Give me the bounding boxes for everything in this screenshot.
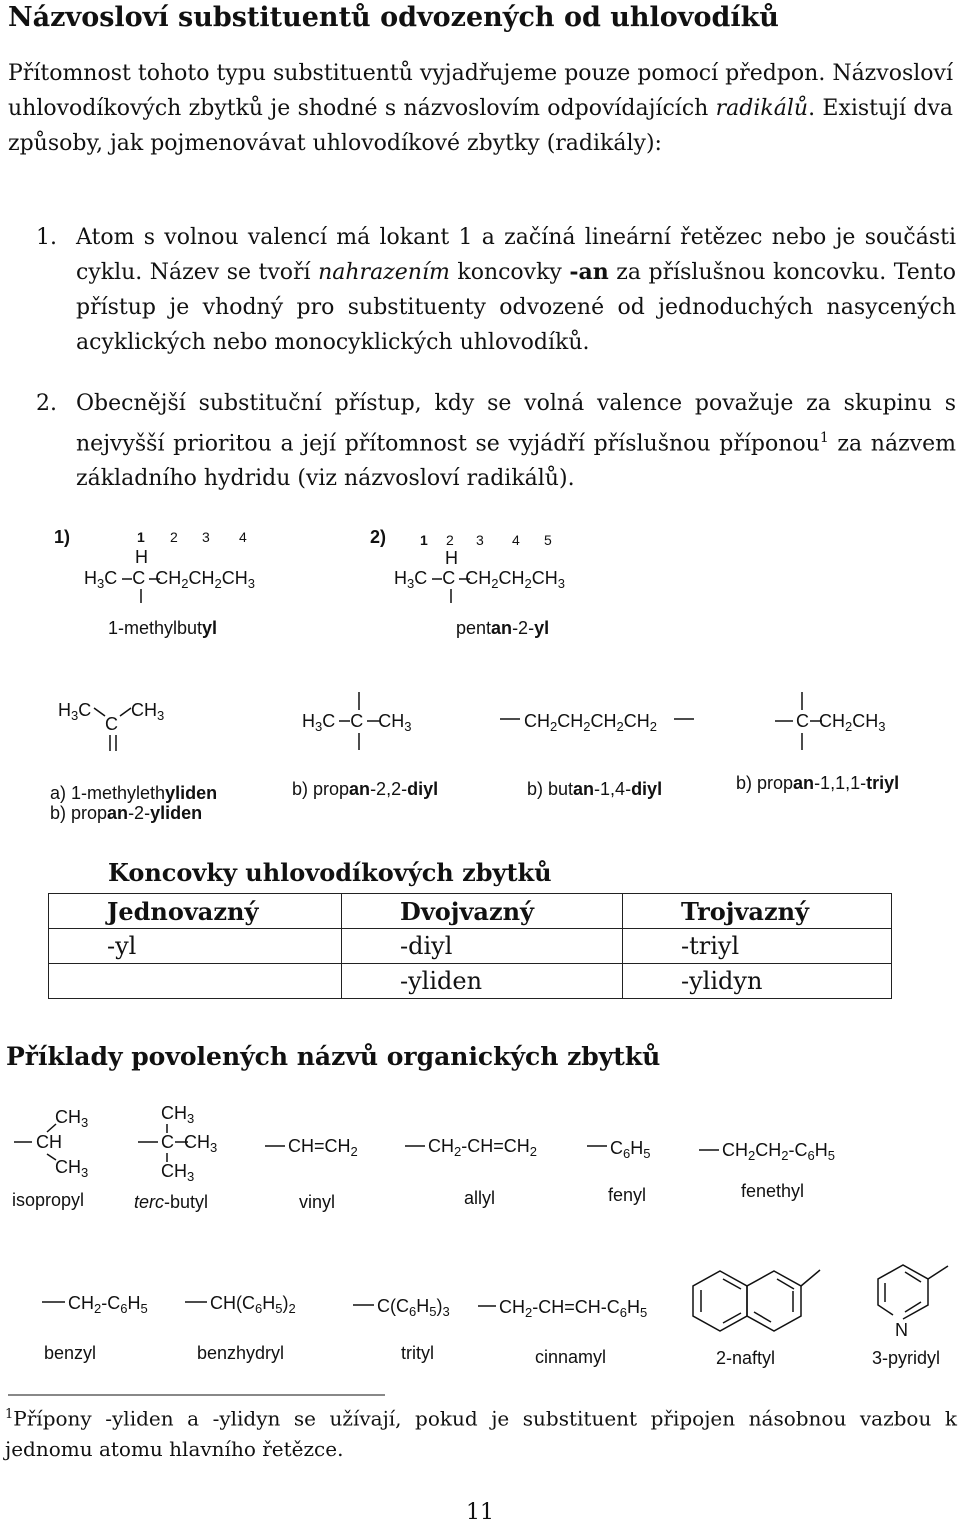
locant: 2: [446, 532, 454, 548]
pyridine-nitrogen: N: [895, 1320, 908, 1340]
name-methylethyliden: a) 1-methylethyliden: [50, 783, 218, 803]
name-3-pyridyl: 3-pyridyl: [872, 1348, 941, 1368]
name-butan-diyl: b) butan-1,4-diyl: [527, 779, 663, 799]
formula-vinyl: $CH=CH_2$: [288, 1136, 358, 1159]
formula-allyl: $CH_2-CH=CH_2$: [428, 1136, 537, 1159]
item-text: za názvem základního hydridu (viz názvosloví radikálů).: [76, 431, 956, 492]
formula-part: $H_3C$: [58, 700, 92, 723]
formula-part: $CH_3$: [161, 1103, 195, 1126]
locant: 3: [202, 529, 210, 545]
formula-propan-triyl: C $CH_2CH_3$: [796, 711, 886, 734]
formula-part: $CH_3$: [55, 1107, 89, 1130]
locant: 1: [420, 532, 428, 548]
name-cinnamyl: cinnamyl: [535, 1347, 607, 1367]
list-number: 1.: [36, 225, 57, 250]
formula-benzhydryl: $CH(C_6H_5)_2$: [210, 1293, 296, 1316]
page-title: Názvosloví substituentů odvozených od uhlovodíků: [8, 2, 779, 33]
example-2-label: 2): [370, 527, 387, 547]
formula-butan-diyl: $CH_2CH_2CH_2CH_2$: [524, 711, 657, 734]
locant: 3: [476, 532, 484, 548]
formula-part: $CH_3$: [161, 1161, 195, 1184]
formula-cinnamyl: $CH_2-CH=CH-C_6H_5$: [499, 1297, 648, 1320]
name-isopropyl: isopropyl: [12, 1190, 85, 1210]
table-cell: -triyl: [623, 929, 892, 964]
footnote-mark: 1: [5, 1407, 14, 1422]
table-header: Jednovazný: [49, 894, 342, 929]
name-trityl: trityl: [401, 1343, 434, 1363]
footnote-text: Přípony -yliden a -ylidyn se užívají, pokud je substituent připojen násobnou vazbou k jednomu atomu hlavního řetězce.: [5, 1406, 957, 1461]
example-1-name: 1-methylbutyl: [108, 618, 218, 638]
list-number: 2.: [36, 391, 57, 416]
table-header: Dvojvazný: [342, 894, 623, 929]
formula-part: C $CH_3$: [161, 1132, 218, 1155]
formula-1: $H_3C$ C $CH_2CH_2CH_3$: [84, 568, 255, 591]
formula-part: $CH_3$: [55, 1157, 89, 1180]
table-cell: -ylidyn: [623, 964, 892, 999]
table-cell: -diyl: [342, 929, 623, 964]
item-text: za příslušnou koncovku. Tento přístup je vhodný pro substituenty odvozené od jednoduchých nasycených acyklických nebo monocyklických uhlovodíků.: [76, 260, 956, 355]
formula-part: CH: [36, 1132, 62, 1152]
table-cell: -yl: [49, 929, 342, 964]
formula-part: C: [105, 714, 118, 734]
item-text: koncovky: [449, 260, 570, 285]
page-number: 11: [466, 1500, 494, 1525]
locant: 5: [544, 532, 552, 548]
intro-text-2: . Existují dva způsoby, jak pojmenovávat uhlovodíkové zbytky (radikály):: [8, 96, 953, 156]
formula-part: H: [135, 547, 148, 567]
formula-propan-diyl: $H_3C$ C $CH_3$: [302, 711, 412, 734]
name-2-naftyl: 2-naftyl: [716, 1348, 776, 1368]
formula-part: $CH_3$: [131, 700, 165, 723]
formula-2: $H_3C$ C $CH_2CH_2CH_3$: [394, 568, 565, 591]
table-header: Trojvazný: [623, 894, 892, 929]
item-italic: nahrazením: [318, 260, 450, 285]
intro-italic: radikálů: [715, 96, 809, 121]
locant: 4: [512, 532, 520, 548]
item-bold: -an: [569, 259, 609, 285]
name-propan-yliden: b) propan-2-yliden: [50, 803, 203, 823]
table-caption: Koncovky uhlovodíkových zbytků: [108, 858, 552, 887]
item-text: Atom s volnou valencí má lokant 1 a začíná lineární řetězec nebo je součásti cyklu. Název se tvoří: [76, 225, 956, 285]
name-vinyl: vinyl: [299, 1192, 336, 1212]
formula-fenethyl: $CH_2CH_2-C_6H_5$: [722, 1140, 835, 1163]
name-propan-diyl: b) propan-2,2-diyl: [292, 779, 439, 799]
footnote: [5, 1400, 957, 1464]
formula-trityl: $C(C_6H_5)_3$: [377, 1296, 450, 1319]
locant: 2: [170, 529, 178, 545]
example-2-name: pentan-2-yl: [456, 618, 550, 638]
formula-part: H: [445, 548, 458, 568]
formula-fenyl: $C_6H_5$: [610, 1138, 651, 1161]
name-fenethyl: fenethyl: [741, 1181, 805, 1201]
name-allyl: allyl: [464, 1188, 496, 1208]
examples-heading: Příklady povolených názvů organických zbytků: [6, 1042, 661, 1071]
footnote-ref: 1: [819, 430, 829, 446]
name-terc-butyl: terc-butyl: [134, 1192, 209, 1212]
item-text: Obecnější substituční přístup, kdy se volná valence považuje za skupinu s nejvyšší prioritou a její přítomnost se vyjádří příslušnou příponou: [76, 391, 956, 457]
locant: 1: [137, 529, 145, 545]
name-benzhydryl: benzhydryl: [197, 1343, 285, 1363]
table-cell: -yliden: [342, 964, 623, 999]
formula-benzyl: $CH_2-C_6H_5$: [68, 1293, 148, 1316]
name-benzyl: benzyl: [44, 1343, 97, 1363]
name-fenyl: fenyl: [608, 1185, 647, 1205]
example-1-label: 1): [54, 527, 71, 547]
locant: 4: [239, 529, 247, 545]
intro-text-1: Přítomnost tohoto typu substituentů vyjadřujeme pouze pomocí předpon. Názvosloví uhlovodíkových zbytků je shodné s názvoslovím odpovídajících: [8, 61, 953, 121]
name-propan-triyl: b) propan-1,1,1-triyl: [736, 773, 900, 793]
